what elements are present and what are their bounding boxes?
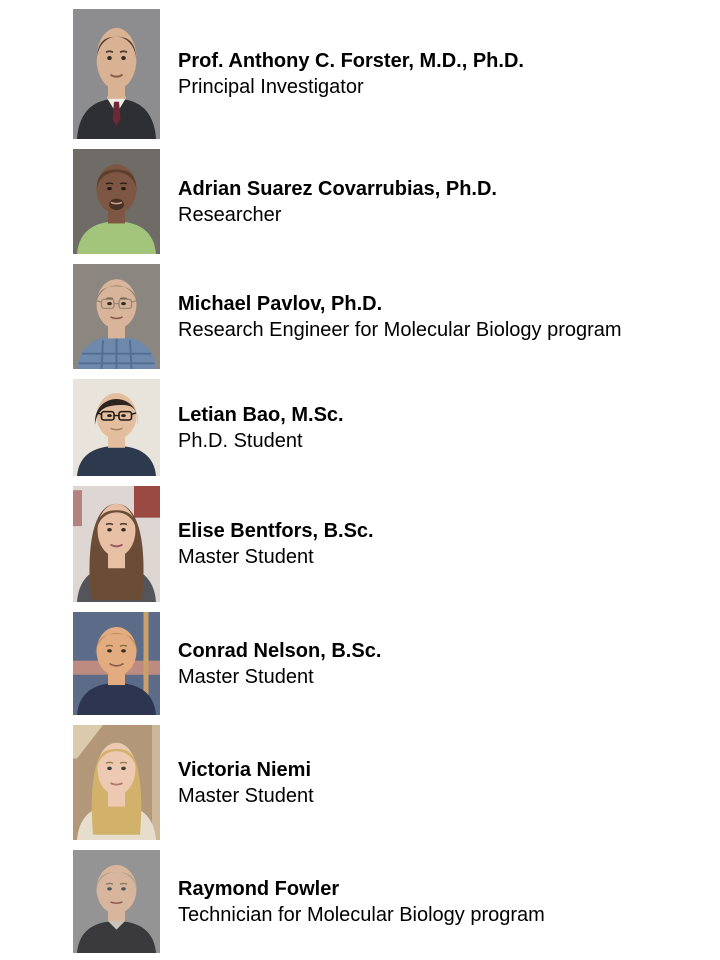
member-info [178, 48, 524, 100]
member-photo [73, 264, 160, 369]
member-name: Victoria Niemi [178, 758, 312, 781]
team-member-row [73, 264, 720, 369]
team-member-row [73, 486, 720, 602]
member-name: Elise Bentfors, B.Sc. [178, 520, 374, 542]
member-name: Prof. Anthony C. Forster, M.D., Ph.D. [178, 50, 524, 72]
member-role: Ph.D. Student [178, 429, 303, 452]
member-photo [73, 725, 160, 840]
member-info [178, 638, 381, 690]
team-member-row [73, 379, 720, 476]
member-role: Master Student [178, 665, 314, 688]
member-info [178, 876, 545, 928]
member-name: Adrian Suarez Covarrubias, Ph.D. [178, 177, 497, 200]
portrait-illustration [73, 612, 160, 715]
member-role: Master Student [178, 784, 314, 807]
team-member-row [73, 149, 720, 254]
member-info [178, 518, 374, 570]
portrait-illustration [73, 850, 160, 953]
team-member-row [73, 725, 720, 840]
member-role: Master Student [178, 546, 314, 568]
member-name: Michael Pavlov, Ph.D. [178, 292, 383, 315]
member-role: Technician for Molecular Biology program [178, 903, 545, 926]
portrait-illustration [73, 379, 160, 476]
member-photo [73, 379, 160, 476]
portrait-illustration [73, 149, 160, 254]
team-member-row [73, 9, 720, 139]
member-role: Research Engineer for Molecular Biology program [178, 318, 622, 341]
member-role: Principal Investigator [178, 76, 364, 98]
portrait-illustration [73, 264, 160, 369]
member-name: Conrad Nelson, B.Sc. [178, 639, 382, 662]
member-photo [73, 850, 160, 953]
member-info [178, 757, 314, 809]
portrait-illustration [73, 725, 160, 840]
member-info [178, 291, 622, 343]
member-name: Letian Bao, M.Sc. [178, 403, 344, 426]
member-photo [73, 612, 160, 715]
team-member-row [73, 850, 720, 953]
member-photo [73, 486, 160, 602]
member-photo [73, 149, 160, 254]
member-name: Raymond Fowler [178, 877, 340, 900]
member-role: Researcher [178, 203, 282, 226]
member-photo [73, 9, 160, 139]
member-info [178, 402, 344, 454]
team-member-row [73, 612, 720, 715]
portrait-illustration [73, 9, 160, 139]
member-info [178, 176, 497, 228]
portrait-illustration [73, 486, 160, 602]
